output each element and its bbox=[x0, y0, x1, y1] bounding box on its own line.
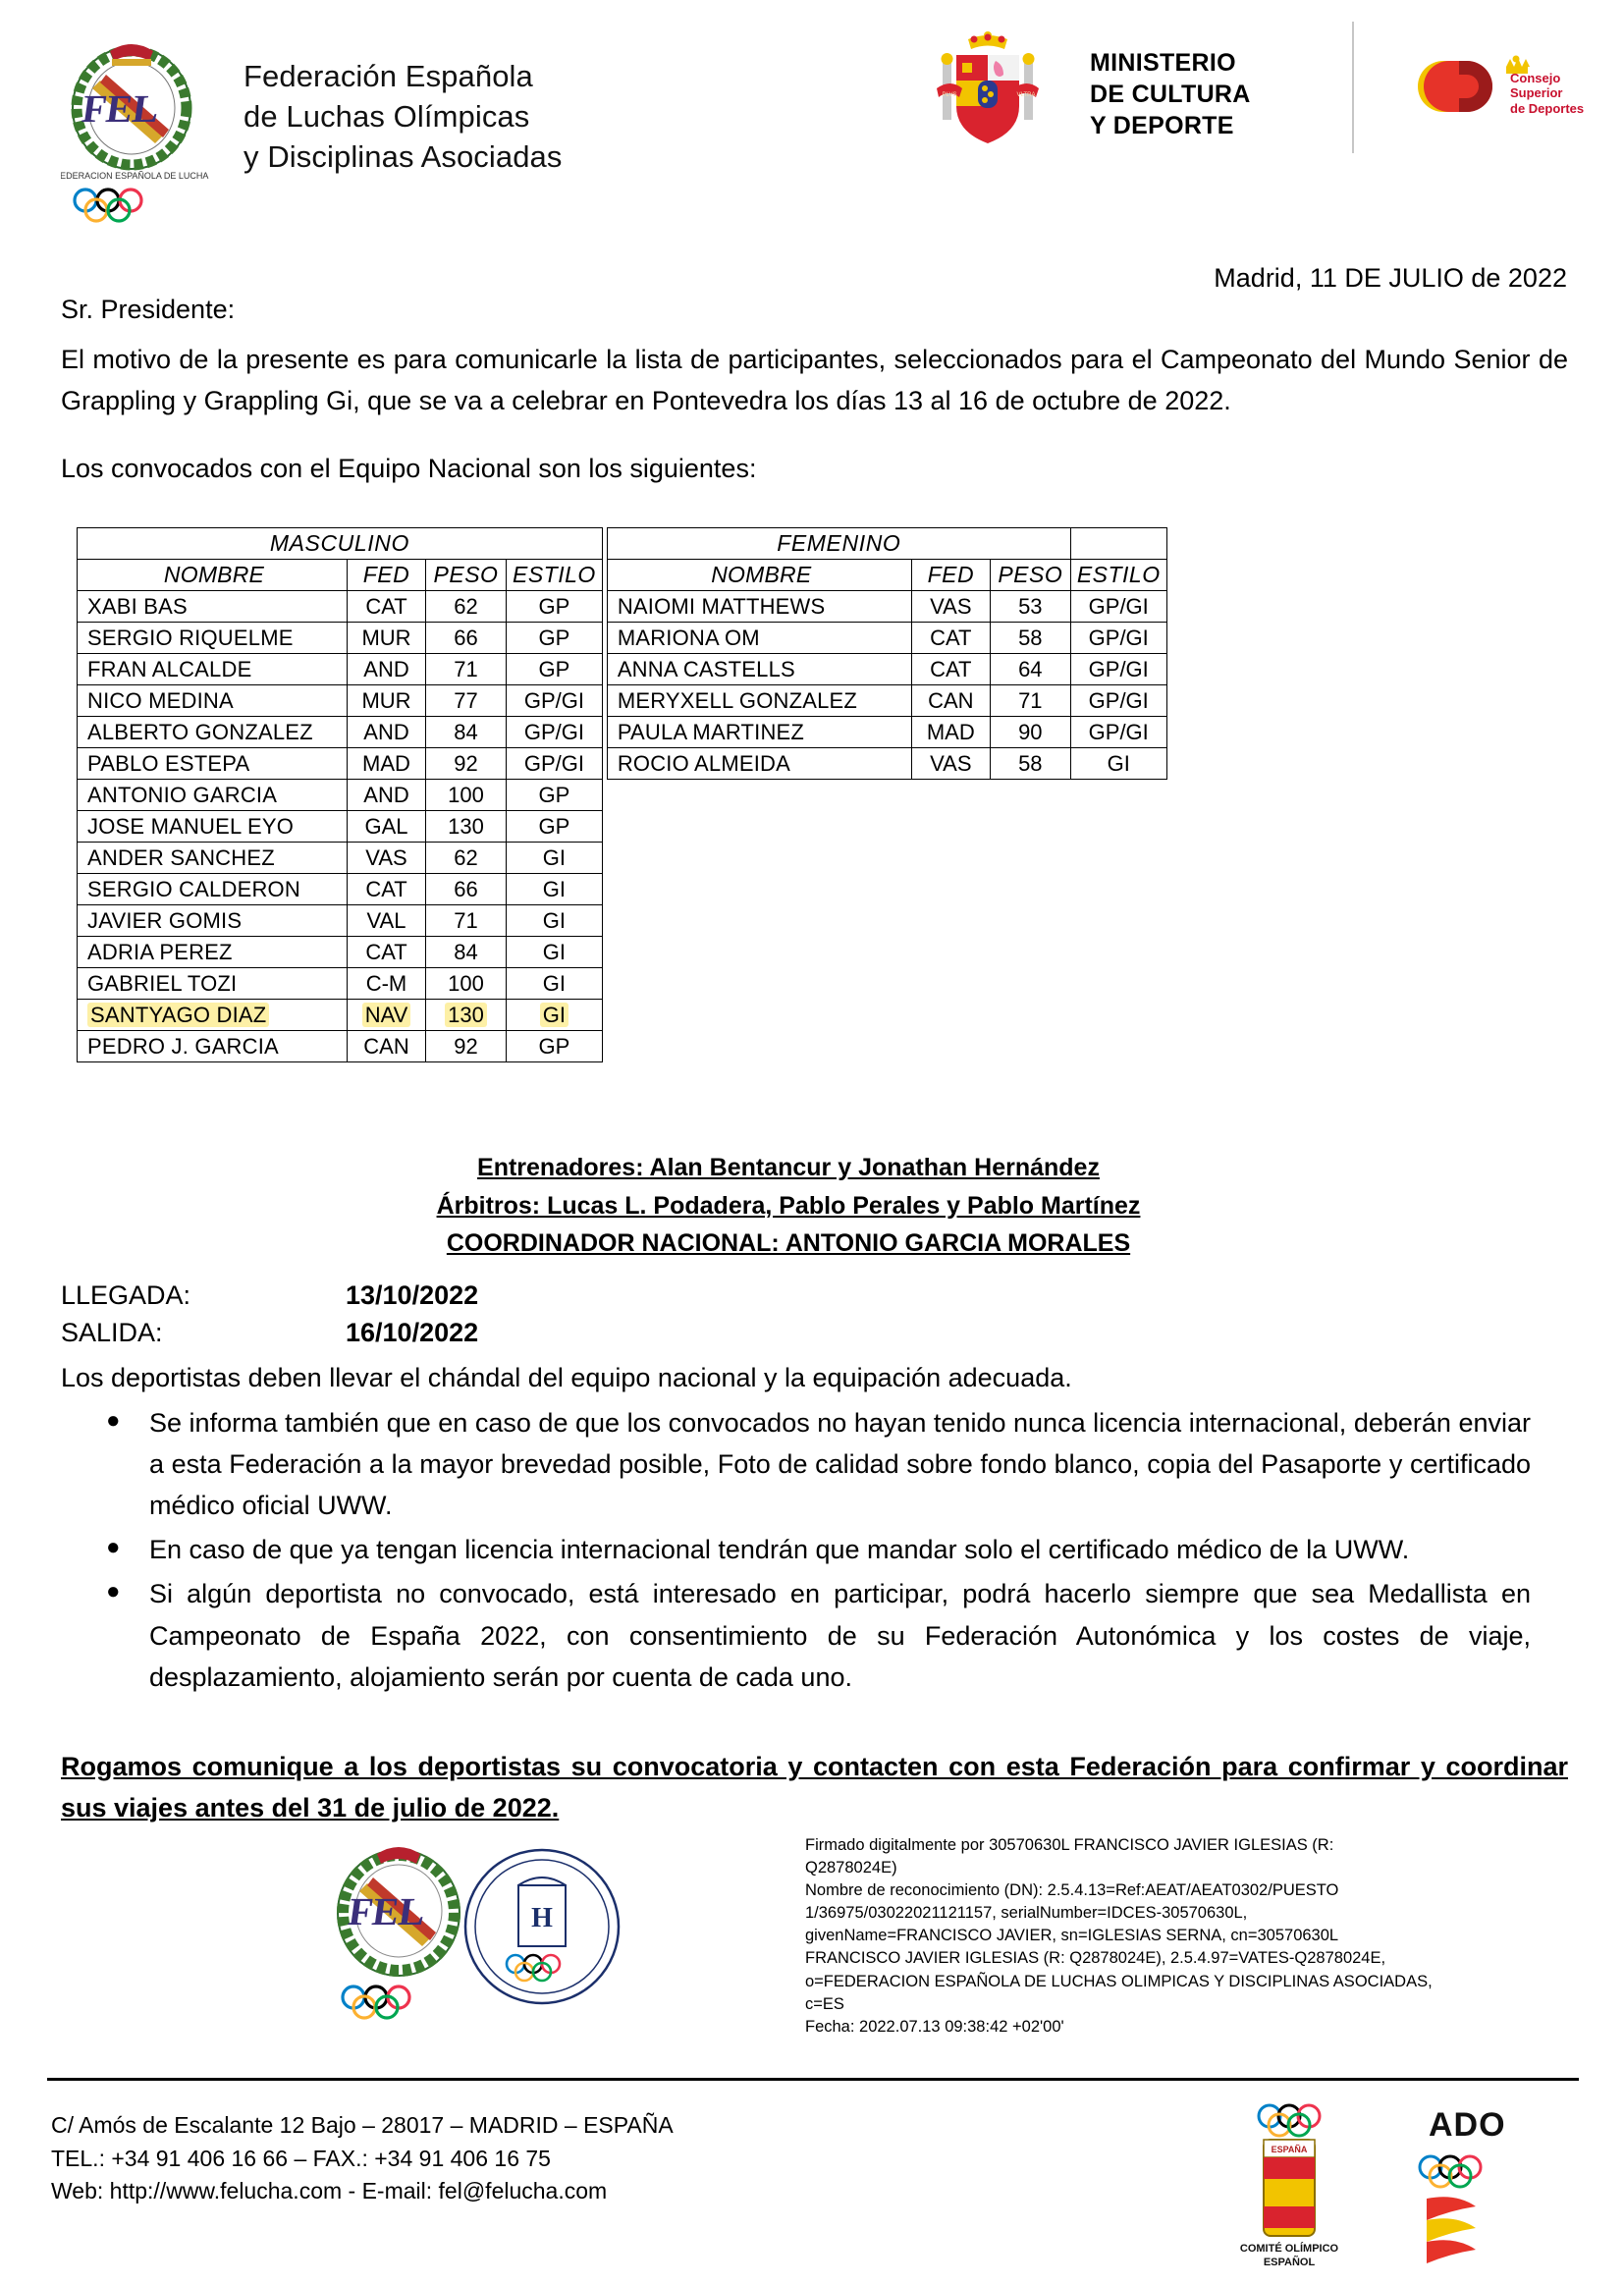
femenino-table bbox=[607, 527, 1167, 780]
col-header-estilo: ESTILO bbox=[1070, 560, 1166, 591]
cell-fed: MAD bbox=[348, 748, 426, 780]
csd-label-line-1: Consejo bbox=[1510, 71, 1561, 85]
signature-line: Fecha: 2022.07.13 09:38:42 +02'00' bbox=[805, 2017, 1064, 2036]
csd-label-line-3: de Deportes bbox=[1510, 100, 1585, 116]
footer-logos bbox=[1232, 2096, 1576, 2273]
ministry-title-line-2: DE CULTURA bbox=[1090, 81, 1251, 108]
list-item bbox=[106, 1529, 1568, 1570]
cell-estilo bbox=[507, 1000, 603, 1031]
table-row bbox=[78, 780, 603, 811]
cell-peso: 84 bbox=[426, 937, 507, 968]
table-row-highlighted bbox=[78, 1000, 603, 1031]
cell-fed: CAN bbox=[911, 685, 990, 717]
table-row bbox=[607, 717, 1166, 748]
cell-fed: CAT bbox=[348, 937, 426, 968]
table-row bbox=[607, 748, 1166, 780]
signature-line: Nombre de reconocimiento (DN): 2.5.4.13=Ref:AEAT/AEAT0302/PUESTO bbox=[805, 1881, 1339, 1900]
cell-fed: CAT bbox=[348, 591, 426, 623]
cell-estilo-text: GI bbox=[540, 1003, 568, 1027]
cell-estilo: GP/GI bbox=[1070, 654, 1166, 685]
col-header-nombre: NOMBRE bbox=[607, 560, 911, 591]
csd-label bbox=[1510, 71, 1584, 116]
cell-fed: CAT bbox=[911, 623, 990, 654]
ministry-title-line-3: Y DEPORTE bbox=[1090, 112, 1234, 139]
table-row bbox=[78, 968, 603, 1000]
cell-estilo: GP/GI bbox=[1070, 591, 1166, 623]
footer-contact bbox=[51, 2109, 674, 2208]
cell-peso: 77 bbox=[426, 685, 507, 717]
footer-divider bbox=[47, 2078, 1579, 2081]
masculino-table bbox=[77, 527, 603, 1062]
bullet-icon: ● bbox=[106, 1578, 121, 1605]
cell-estilo: GI bbox=[507, 937, 603, 968]
cell-peso: 92 bbox=[426, 1031, 507, 1062]
cell-fed bbox=[348, 1000, 426, 1031]
list-item-text: Si algún deportista no convocado, está interesado en participar, podrá hacerlo siempre que sea Medallista en Campeonato de España 2022, con consentimiento de su Federación Autonómica y los costes de viaje, desplazamiento, alojamiento serán por cuenta de cada uno. bbox=[149, 1579, 1531, 1692]
arbitros-text: Árbitros: Lucas L. Podadera, Pablo Perales y Pablo Martínez bbox=[436, 1191, 1141, 1220]
list-item-text: Se informa también que en caso de que los convocados no hayan tenido nunca licencia internacional, deberán enviar a esta Federación a la mayor brevedad posible, Foto de calidad sobre fondo blanco, copia del Pasaporte y certificado médico oficial UWW. bbox=[149, 1408, 1531, 1521]
cell-estilo: GP bbox=[507, 811, 603, 843]
table-row bbox=[607, 685, 1166, 717]
coe-label-line2: ESPAÑOL bbox=[1263, 2257, 1316, 2268]
federation-title-line-3: y Disciplinas Asociadas bbox=[244, 138, 563, 174]
cell-peso: 100 bbox=[426, 968, 507, 1000]
cell-nombre bbox=[78, 1000, 348, 1031]
footer-phone: TEL.: +34 91 406 16 66 – FAX.: +34 91 406 16 75 bbox=[51, 2145, 551, 2171]
fel-seal-icon bbox=[338, 1847, 460, 2018]
cell-nombre: JAVIER GOMIS bbox=[78, 905, 348, 937]
cell-peso: 71 bbox=[426, 654, 507, 685]
cell-peso: 100 bbox=[426, 780, 507, 811]
masculino-title: MASCULINO bbox=[78, 528, 603, 560]
signature-line: FRANCISCO JAVIER IGLESIAS (R: Q2878024E), 2.5.4.97=VATES-Q2878024E, bbox=[805, 1949, 1386, 1968]
cell-peso: 71 bbox=[990, 685, 1070, 717]
col-header-estilo: ESTILO bbox=[507, 560, 603, 591]
salida-value: 16/10/2022 bbox=[346, 1318, 479, 1348]
intro-paragraph: El motivo de la presente es para comunicarle la lista de participantes, seleccionados para el Campeonato del Mundo Senior de Grappling y Grappling Gi, que se va a celebrar en Pontevedra los días 13 al 16 de octubre de 2022. bbox=[61, 345, 1568, 416]
table-section-header-row bbox=[78, 528, 603, 560]
signature-line: c=ES bbox=[805, 1994, 844, 2013]
svg-text:FEL: FEL bbox=[79, 86, 162, 131]
cell-fed: MAD bbox=[911, 717, 990, 748]
staff-block bbox=[77, 1147, 1500, 1265]
travel-dates bbox=[61, 1277, 478, 1352]
participants-tables bbox=[77, 527, 1167, 1062]
cell-estilo: GP/GI bbox=[507, 748, 603, 780]
cell-peso: 92 bbox=[426, 748, 507, 780]
cell-fed: VAS bbox=[911, 748, 990, 780]
cell-nombre: SERGIO CALDERON bbox=[78, 874, 348, 905]
cell-fed: C-M bbox=[348, 968, 426, 1000]
cell-nombre: SERGIO RIQUELME bbox=[78, 623, 348, 654]
cell-nombre: NAIOMI MATTHEWS bbox=[607, 591, 911, 623]
olympic-rings-icon bbox=[75, 190, 141, 221]
table-row bbox=[78, 811, 603, 843]
cell-nombre: MERYXELL GONZALEZ bbox=[607, 685, 911, 717]
spain-coat-of-arms-icon bbox=[933, 29, 1043, 157]
col-header-peso: PESO bbox=[426, 560, 507, 591]
femenino-title: FEMENINO bbox=[607, 528, 1070, 560]
cell-fed: MUR bbox=[348, 623, 426, 654]
bullet-icon: ● bbox=[106, 1534, 121, 1561]
femenino-title-spacer bbox=[1070, 528, 1166, 560]
list-item-text: En caso de que ya tengan licencia internacional tendrán que mandar solo el certificado médico de la UWW. bbox=[149, 1535, 1410, 1565]
svg-text:FEL: FEL bbox=[346, 1889, 429, 1933]
table-row bbox=[78, 748, 603, 780]
ministry-title-line-1: MINISTERIO bbox=[1090, 49, 1236, 77]
cell-nombre-text: SANTYAGO DIAZ bbox=[87, 1003, 269, 1027]
cell-fed: AND bbox=[348, 780, 426, 811]
signature-line: o=FEDERACION ESPAÑOLA DE LUCHAS OLIMPICAS Y DISCIPLINAS ASOCIADAS, bbox=[805, 1972, 1433, 1990]
cell-estilo: GP/GI bbox=[1070, 717, 1166, 748]
entrenadores-text: Entrenadores: Alan Bentancur y Jonathan Hernández bbox=[477, 1154, 1100, 1181]
table-section-header-row bbox=[607, 528, 1166, 560]
letterhead bbox=[0, 0, 1624, 245]
cell-nombre: ALBERTO GONZALEZ bbox=[78, 717, 348, 748]
federation-title bbox=[244, 57, 563, 178]
table-row bbox=[607, 591, 1166, 623]
cell-fed: AND bbox=[348, 717, 426, 748]
salutation: Sr. Presidente: bbox=[61, 295, 236, 324]
svg-text:VLTRA: VLTRA bbox=[1016, 92, 1036, 98]
ado-logo-icon bbox=[1420, 2106, 1506, 2263]
requirements-list bbox=[61, 1402, 1568, 1701]
col-header-nombre: NOMBRE bbox=[78, 560, 348, 591]
cell-nombre: ADRIA PEREZ bbox=[78, 937, 348, 968]
cell-nombre: FRAN ALCALDE bbox=[78, 654, 348, 685]
cell-estilo: GI bbox=[507, 905, 603, 937]
cell-fed-text: NAV bbox=[362, 1003, 411, 1027]
table-row bbox=[78, 843, 603, 874]
llegada-label: LLEGADA: bbox=[61, 1280, 191, 1310]
cell-estilo: GI bbox=[507, 874, 603, 905]
closing-text: Rogamos comunique a los deportistas su convocatoria y contacten con esta Federación para confirmar y coordinar sus viajes antes del 31 de julio de 2022. bbox=[61, 1752, 1568, 1823]
list-item bbox=[106, 1573, 1568, 1697]
cell-estilo: GP/GI bbox=[1070, 623, 1166, 654]
signature-line: Firmado digitalmente por 30570630L FRANCISCO JAVIER IGLESIAS (R: bbox=[805, 1836, 1334, 1854]
cell-peso: 62 bbox=[426, 591, 507, 623]
salida-row bbox=[61, 1314, 478, 1351]
signature-seals bbox=[314, 1828, 727, 2025]
cell-peso: 130 bbox=[426, 811, 507, 843]
footer-address: C/ Amós de Escalante 12 Bajo – 28017 – MADRID – ESPAÑA bbox=[51, 2112, 674, 2138]
table-row bbox=[78, 591, 603, 623]
ministry-title bbox=[1090, 47, 1251, 141]
table-row bbox=[78, 717, 603, 748]
digital-signature-block bbox=[805, 1834, 1492, 2039]
chandal-note: Los deportistas deben llevar el chándal del equipo nacional y la equipación adecuada. bbox=[61, 1363, 1072, 1392]
col-header-fed: FED bbox=[911, 560, 990, 591]
cell-estilo: GI bbox=[507, 968, 603, 1000]
cell-peso: 71 bbox=[426, 905, 507, 937]
cell-peso: 66 bbox=[426, 623, 507, 654]
svg-text:PLVS: PLVS bbox=[942, 92, 957, 98]
cell-peso: 53 bbox=[990, 591, 1070, 623]
cell-nombre: PEDRO J. GARCIA bbox=[78, 1031, 348, 1062]
cell-peso: 90 bbox=[990, 717, 1070, 748]
cell-nombre: ROCIO ALMEIDA bbox=[607, 748, 911, 780]
cell-estilo: GP/GI bbox=[507, 685, 603, 717]
table-row bbox=[78, 937, 603, 968]
table-row bbox=[78, 623, 603, 654]
coe-logo-icon bbox=[1240, 2105, 1339, 2268]
footer-web: Web: http://www.felucha.com - E-mail: fel@felucha.com bbox=[51, 2178, 608, 2204]
federation-title-line-2: de Luchas Olímpicas bbox=[244, 98, 530, 134]
cell-fed: VAS bbox=[911, 591, 990, 623]
cell-nombre: MARIONA OM bbox=[607, 623, 911, 654]
table-column-header-row bbox=[78, 560, 603, 591]
cell-fed: CAN bbox=[348, 1031, 426, 1062]
table-row bbox=[607, 623, 1166, 654]
cell-peso: 58 bbox=[990, 748, 1070, 780]
cell-estilo: GI bbox=[1070, 748, 1166, 780]
cell-estilo: GP/GI bbox=[1070, 685, 1166, 717]
cell-fed: AND bbox=[348, 654, 426, 685]
cell-nombre: PABLO ESTEPA bbox=[78, 748, 348, 780]
signature-line: 1/36975/03022021121157, serialNumber=IDCES-30570630L, bbox=[805, 1904, 1248, 1923]
col-header-peso: PESO bbox=[990, 560, 1070, 591]
list-item bbox=[106, 1402, 1568, 1526]
cell-fed: GAL bbox=[348, 811, 426, 843]
fel-logo bbox=[61, 31, 218, 228]
cell-nombre: GABRIEL TOZI bbox=[78, 968, 348, 1000]
cell-estilo: GP bbox=[507, 780, 603, 811]
table-row bbox=[607, 654, 1166, 685]
cell-nombre: JOSE MANUEL EYO bbox=[78, 811, 348, 843]
llegada-value: 13/10/2022 bbox=[346, 1280, 479, 1310]
cell-nombre: ANTONIO GARCIA bbox=[78, 780, 348, 811]
convocados-line: Los convocados con el Equipo Nacional son los siguientes: bbox=[61, 454, 757, 483]
table-row bbox=[78, 654, 603, 685]
cell-nombre: ANNA CASTELLS bbox=[607, 654, 911, 685]
closing-paragraph bbox=[61, 1746, 1568, 1828]
col-header-fed: FED bbox=[348, 560, 426, 591]
cell-peso: 62 bbox=[426, 843, 507, 874]
cell-nombre: PAULA MARTINEZ bbox=[607, 717, 911, 748]
cell-fed: MUR bbox=[348, 685, 426, 717]
coe-espana-label: ESPAÑA bbox=[1271, 2145, 1308, 2154]
cell-fed: CAT bbox=[911, 654, 990, 685]
csd-label-line-2: Superior bbox=[1510, 85, 1563, 101]
cell-peso: 64 bbox=[990, 654, 1070, 685]
cell-nombre: ANDER SANCHEZ bbox=[78, 843, 348, 874]
llegada-row bbox=[61, 1277, 478, 1314]
cell-estilo: GP bbox=[507, 591, 603, 623]
salida-label: SALIDA: bbox=[61, 1318, 163, 1348]
cell-peso: 66 bbox=[426, 874, 507, 905]
fel-logo-ring-text: FEDERACION ESPAÑOLA DE LUCHA bbox=[61, 171, 209, 181]
bullet-icon: ● bbox=[106, 1407, 121, 1434]
ado-wordmark: ADO bbox=[1429, 2106, 1506, 2144]
cell-estilo: GP/GI bbox=[507, 717, 603, 748]
svg-text:H: H bbox=[531, 1903, 553, 1933]
letter-date: Madrid, 11 DE JULIO de 2022 bbox=[1214, 263, 1567, 293]
madrid-federation-seal-icon bbox=[465, 1850, 619, 2003]
cell-peso: 84 bbox=[426, 717, 507, 748]
coordinador-text: COORDINADOR NACIONAL: ANTONIO GARCIA MORALES bbox=[446, 1229, 1131, 1257]
cell-nombre: XABI BAS bbox=[78, 591, 348, 623]
cell-estilo: GI bbox=[507, 843, 603, 874]
cell-nombre: NICO MEDINA bbox=[78, 685, 348, 717]
table-row bbox=[78, 905, 603, 937]
table-row bbox=[78, 685, 603, 717]
cell-fed: CAT bbox=[348, 874, 426, 905]
cell-estilo: GP bbox=[507, 654, 603, 685]
cell-peso-text: 130 bbox=[445, 1003, 487, 1027]
signature-line: Q2878024E) bbox=[805, 1859, 897, 1877]
table-row bbox=[78, 874, 603, 905]
coe-label-line1: COMITÉ OLÍMPICO bbox=[1239, 2243, 1339, 2255]
table-row bbox=[78, 1031, 603, 1062]
signature-line: givenName=FRANCISCO JAVIER, sn=IGLESIAS SERNA, cn=30570630L bbox=[805, 1927, 1339, 1945]
cell-estilo: GP bbox=[507, 623, 603, 654]
header-divider bbox=[1352, 22, 1354, 153]
table-column-header-row bbox=[607, 560, 1166, 591]
cell-estilo: GP bbox=[507, 1031, 603, 1062]
cell-peso bbox=[426, 1000, 507, 1031]
cell-fed: VAS bbox=[348, 843, 426, 874]
cell-peso: 58 bbox=[990, 623, 1070, 654]
cell-fed: VAL bbox=[348, 905, 426, 937]
federation-title-line-1: Federación Española bbox=[244, 59, 533, 93]
